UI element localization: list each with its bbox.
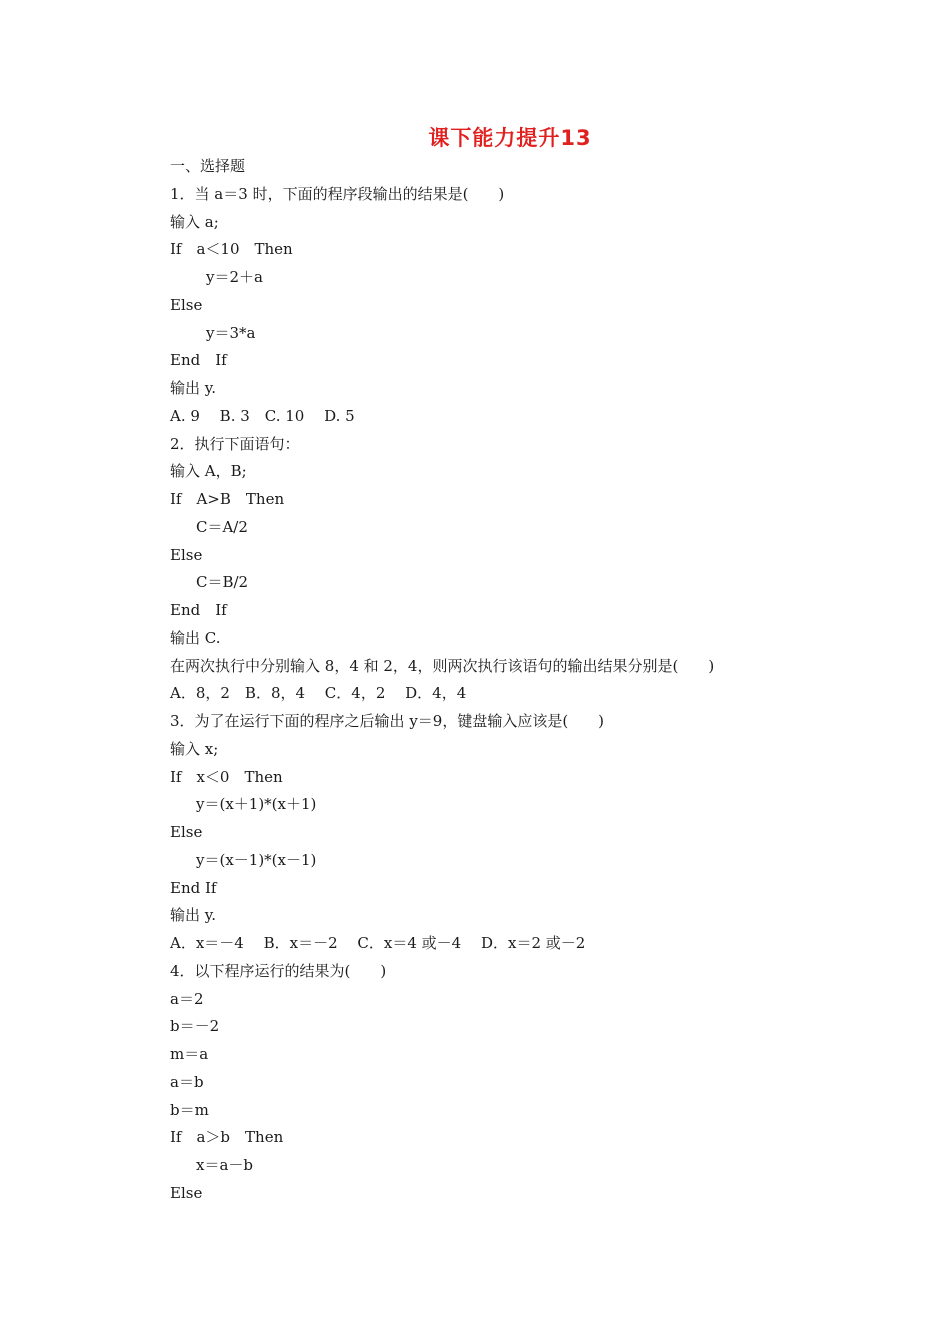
text-line: Else — [170, 1183, 203, 1202]
text-line: A．8，2 B．8，4 C．4，2 D．4，4 — [170, 684, 467, 703]
text-line: End If — [170, 601, 227, 619]
text-line: 4．以下程序运行的结果为( ) — [170, 961, 387, 980]
text-line: a＝2 — [170, 989, 204, 1008]
text-line: 一、选择题 — [170, 157, 246, 175]
text-line: End If — [170, 351, 227, 370]
text-line: 输出 C. — [170, 628, 221, 647]
text-line: C＝B/2 — [196, 573, 249, 592]
text-line: 1．当 a＝3 时，下面的程序段输出的结果是( ) — [170, 184, 505, 203]
text-line: y＝3*a — [206, 323, 256, 342]
text-line: If a＜10 Then — [170, 240, 293, 259]
text-line: A．x＝－4 B．x＝－2 C．x＝4 或－4 D．x＝2 或－2 — [170, 934, 586, 952]
text-line: m＝a — [170, 1045, 209, 1063]
text-line: If x＜0 Then — [170, 767, 283, 786]
text-line: 输出 y. — [170, 379, 217, 397]
text-line: b＝－2 — [170, 1017, 220, 1036]
text-line: If A>B Then — [170, 490, 285, 508]
text-line: End If — [170, 878, 217, 897]
text-line: y＝2＋a — [206, 268, 263, 286]
text-line: Else — [170, 823, 203, 841]
text-line: 在两次执行中分别输入 8，4 和 2，4，则两次执行该语句的输出结果分别是( ) — [170, 656, 715, 675]
text-line: 输入 x; — [170, 739, 219, 758]
text-line: b＝m — [170, 1100, 209, 1119]
text-line: 2．执行下面语句： — [170, 434, 300, 453]
page-title: 课下能力提升13 — [428, 126, 592, 150]
text-line: x＝a－b — [196, 1156, 254, 1174]
document-body — [170, 153, 870, 1208]
text-line: 输入 a; — [170, 212, 219, 231]
text-line: y＝(x＋1)*(x＋1) — [196, 795, 317, 814]
text-line: 3．为了在运行下面的程序之后输出 y＝9，键盘输入应该是( ) — [170, 712, 605, 730]
text-line: Else — [170, 295, 203, 314]
text-line: Else — [170, 545, 203, 564]
text-line: y＝(x－1)*(x－1) — [196, 850, 317, 869]
text-line: 输出 y. — [170, 906, 217, 925]
text-line: A. 9 B. 3 C. 10 D. 5 — [170, 406, 355, 425]
text-line: 输入 A，B; — [170, 462, 247, 481]
text-line: If a＞b Then — [170, 1128, 284, 1147]
text-line: a＝b — [170, 1072, 204, 1091]
text-line: C＝A/2 — [196, 517, 248, 536]
